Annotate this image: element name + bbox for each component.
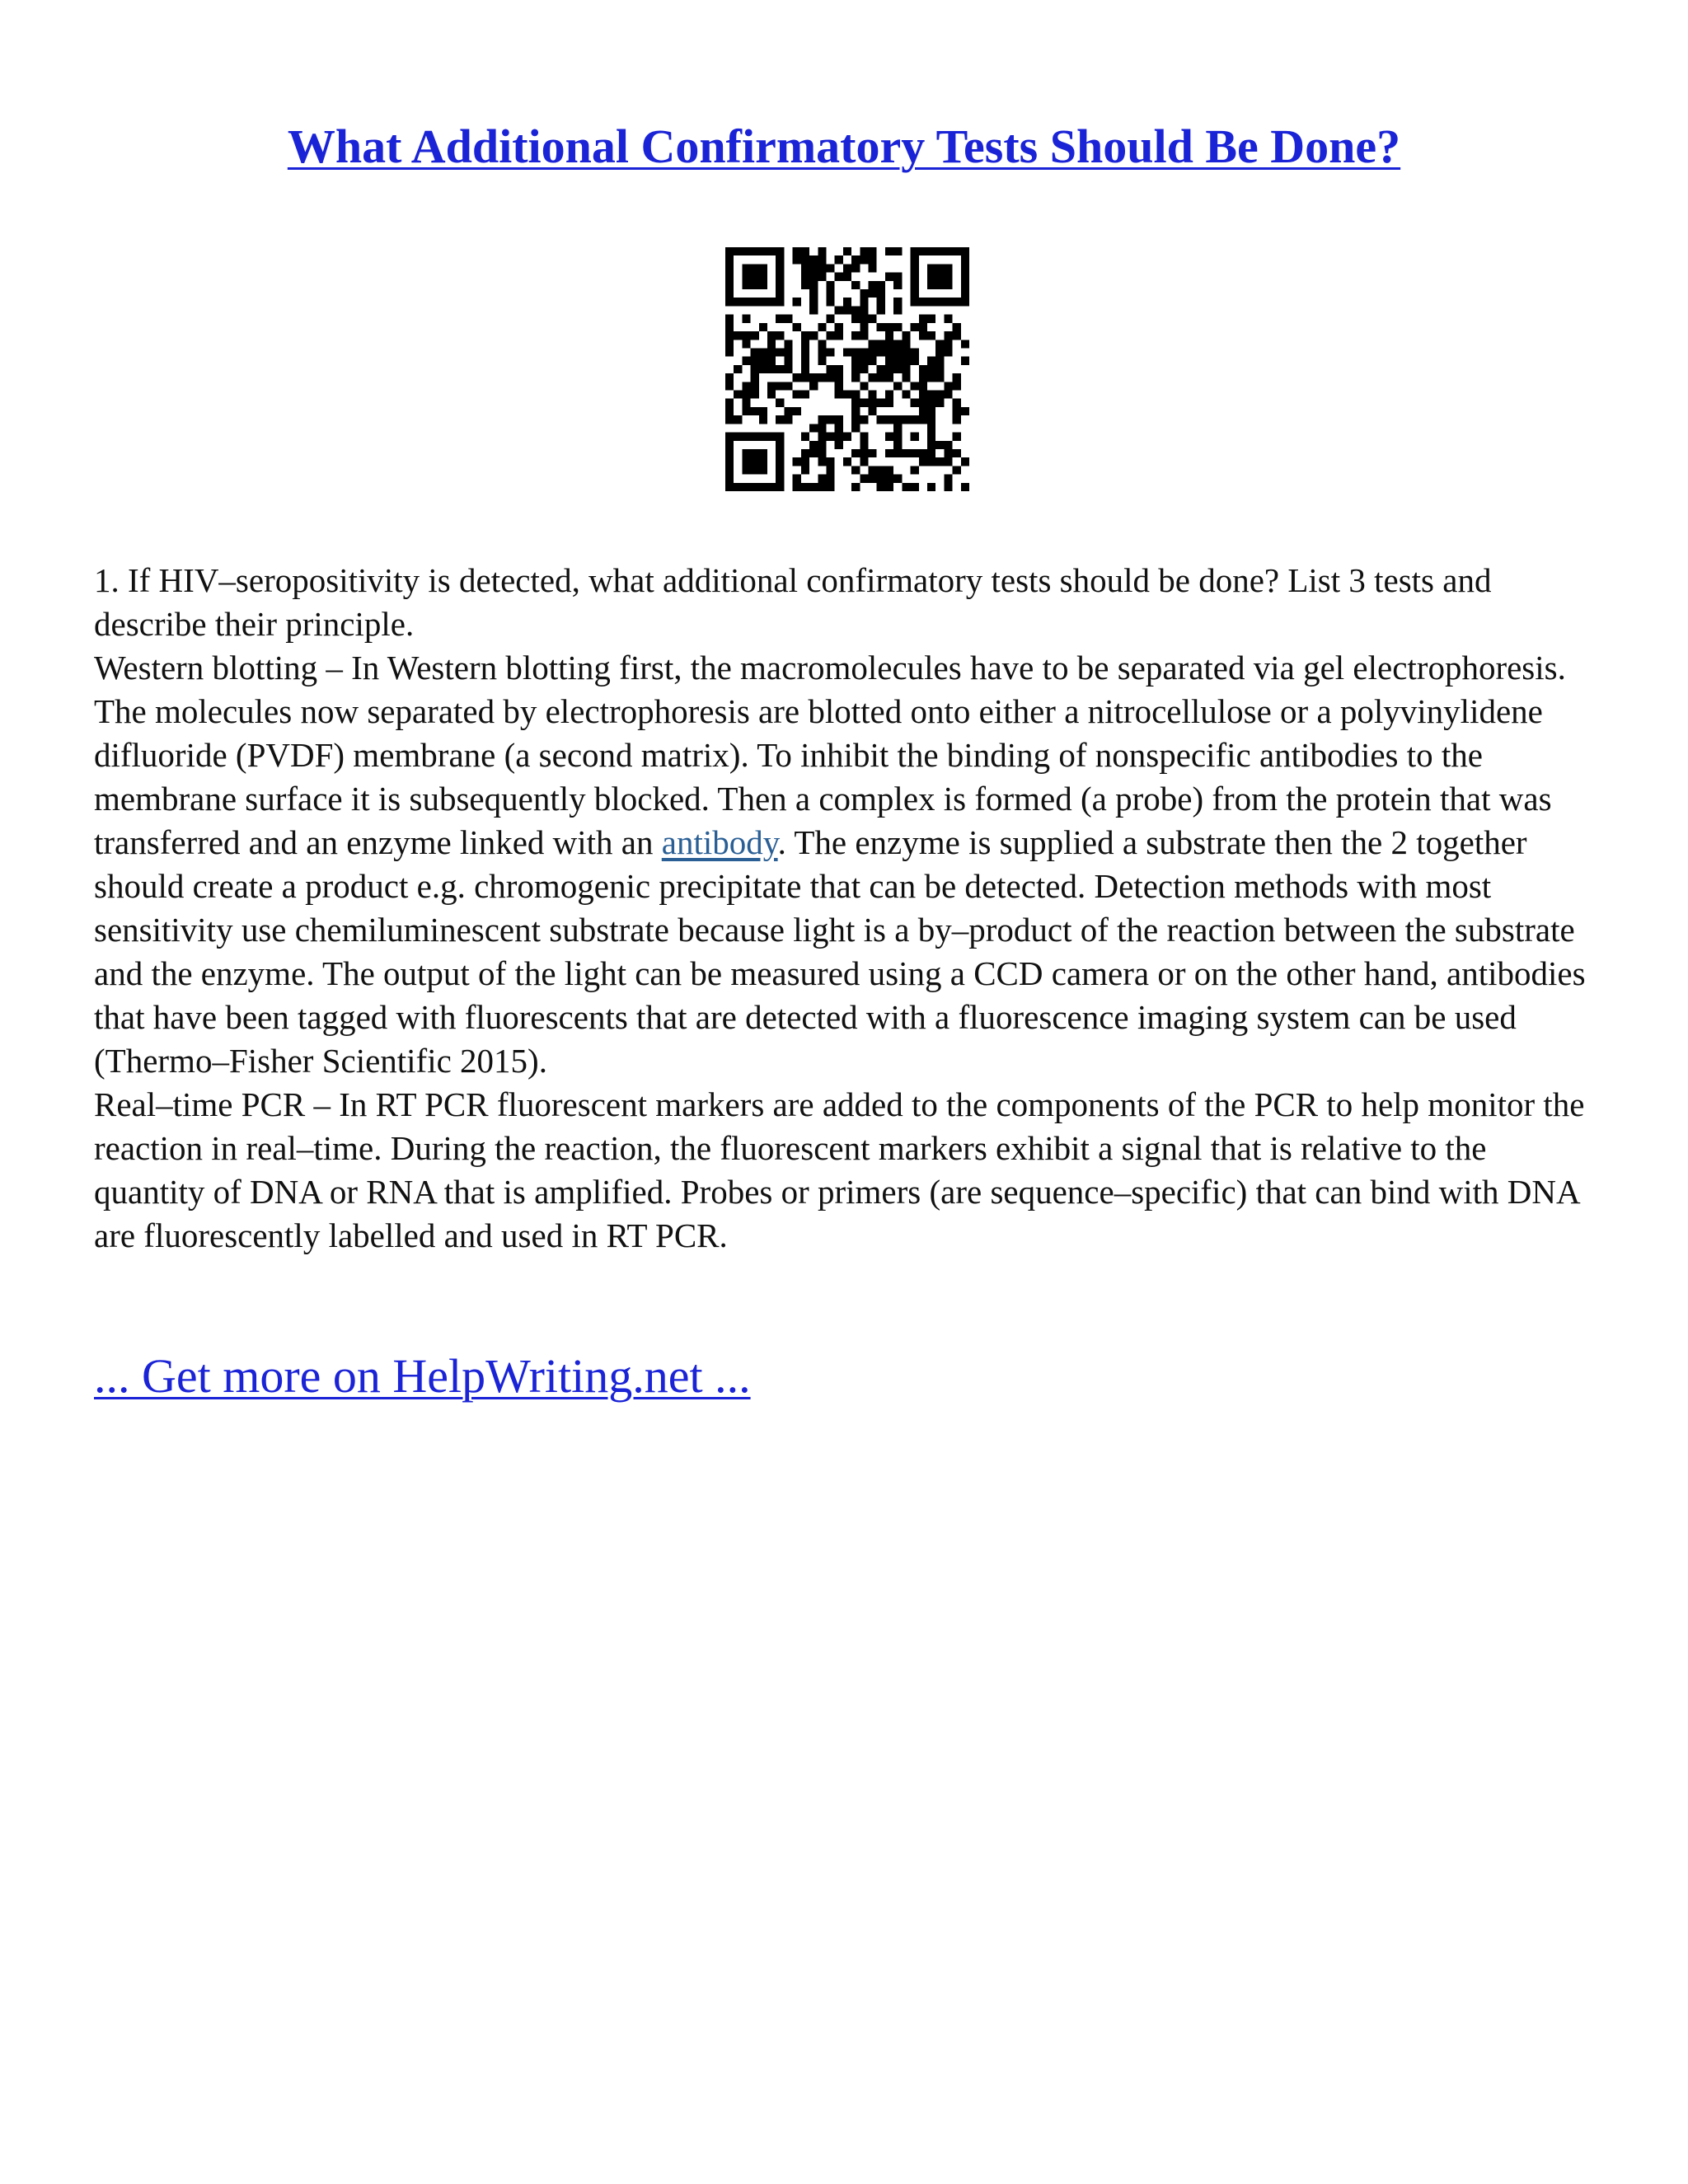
get-more-link[interactable]: ... Get more on HelpWriting.net ... [94, 1349, 751, 1403]
page-title [0, 114, 1688, 180]
qr-code-icon [725, 247, 969, 491]
western-blotting-paragraph [94, 646, 1594, 1083]
western-blotting-intro: Western blotting – In Western blotting first, the macromolecules have to be separated via gel electrophoresis. The molecules now separated by electrophoresis are blotted onto either a nitrocellulose or a polyvinylidene difluoride (PVDF) membrane (a second matrix). To inhibit the binding of nonspecific antibodies to the membrane surface it is subsequently blocked. Then a complex is formed (a probe) from the protein that was transferred and an enzyme linked with an [94, 649, 1566, 861]
antibody-link[interactable]: antibody [661, 823, 778, 861]
question-paragraph: 1. If HIV–seropositivity is detected, what additional confirmatory tests should be done? List 3 tests and describe their principle. [94, 561, 1492, 643]
western-blotting-rest: . The enzyme is supplied a substrate then the 2 together should create a product e.g. chromogenic precipitate that can be detected. Detection methods with most sensitivity use chemiluminescent substrate because light is a by–product of the reaction between the substrate and the enzyme. The output of the light can be measured using a CCD camera or on the other hand, antibodies that have been tagged with fluorescents that are detected with a fluorescence imaging system can be used (Thermo–Fisher Scientific 2015). [94, 823, 1586, 1080]
real-time-pcr-paragraph: Real–time PCR – In RT PCR fluorescent markers are added to the components of the PCR to help monitor the reaction in real–time. During the reaction, the fluorescent markers exhibit a signal that is relative to the quantity of DNA or RNA that is amplified. Probes or primers (are sequence–specific) that can bind with DNA are fluorescently labelled and used in RT PCR. [94, 1085, 1585, 1254]
article-body [94, 559, 1594, 1258]
title-link[interactable]: What Additional Confirmatory Tests Should Be Done? [287, 120, 1401, 173]
get-more-link-container [94, 1343, 751, 1409]
